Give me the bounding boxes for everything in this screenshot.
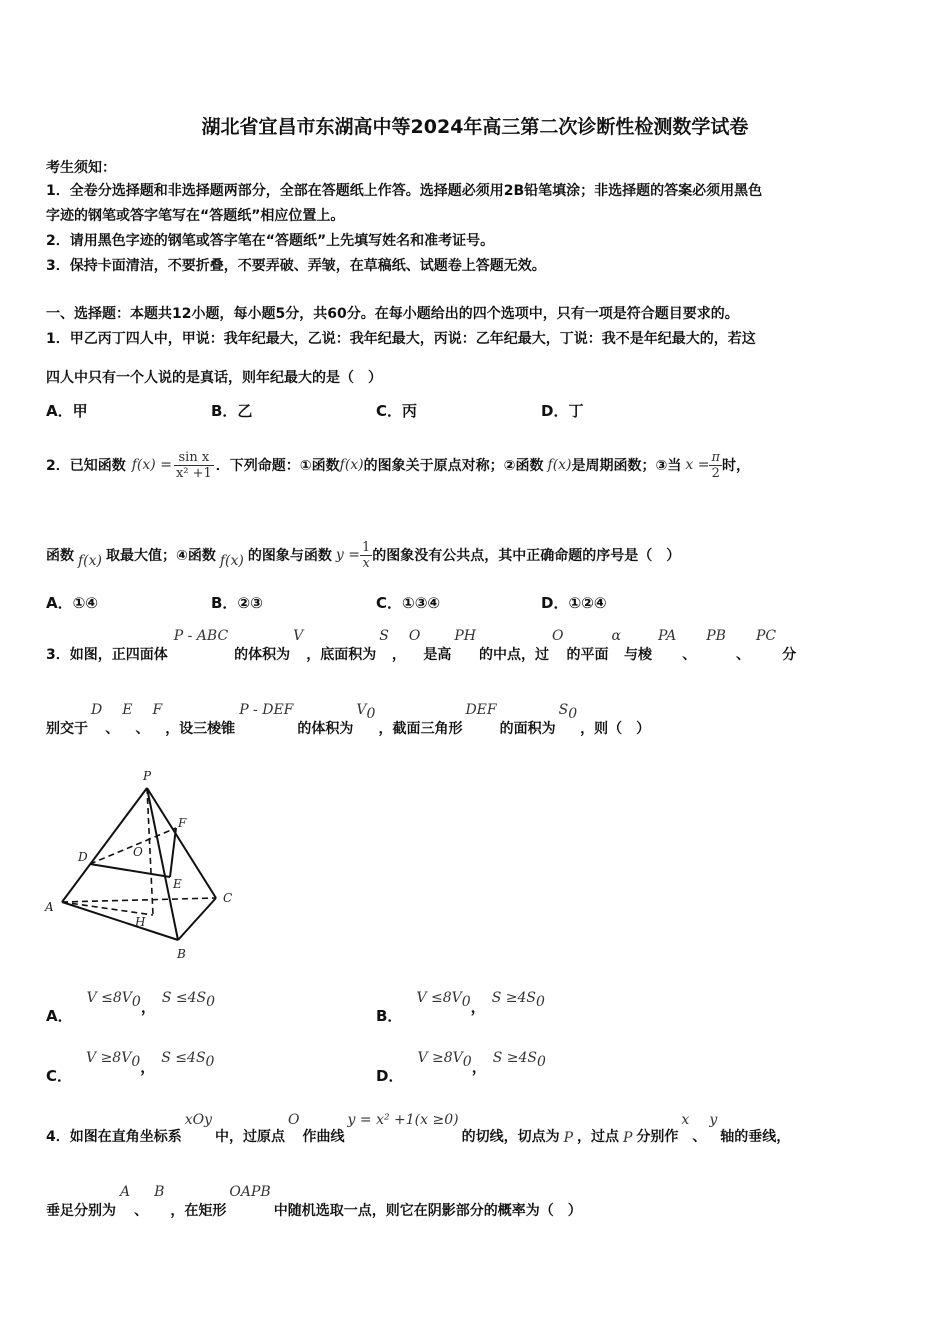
q3-text: 分 xyxy=(782,647,797,663)
q3-option-a-m1: $V \le 8V_0$ xyxy=(86,990,141,1010)
q2-two: 2 xyxy=(711,465,720,481)
notice-line-4: 3．保持卡面清洁，不要折叠，不要弄破、弄皱，在草稿纸、试题卷上答题无效。 xyxy=(46,258,546,274)
q4-text: 、 xyxy=(134,1203,149,1219)
q3-text: 是高 xyxy=(423,647,452,663)
q2-fx: f(x) xyxy=(78,553,103,569)
q3-v: V xyxy=(293,628,304,644)
q4-text: 作曲线 xyxy=(302,1129,345,1145)
q2-fx: f(x) xyxy=(547,457,572,473)
q1-option-d: D．丁 xyxy=(541,402,584,420)
q3-comma: ， xyxy=(140,998,156,1016)
q3-pa: PA xyxy=(657,628,677,644)
q3-text: ，则（ ） xyxy=(580,721,651,737)
q3-option-d-m1: $V \ge 8V_0$ xyxy=(417,1050,472,1070)
q4-text: 分别作 xyxy=(636,1129,679,1145)
q4-p: P xyxy=(623,1130,633,1146)
q3-text: 的平面 xyxy=(566,647,609,663)
q3-option-d-m2: $S \ge 4S_0$ xyxy=(492,1050,546,1070)
q2-text: 时， xyxy=(722,458,751,474)
edge-ef xyxy=(170,828,176,877)
label-b: B xyxy=(177,947,186,961)
edge-ac-hidden xyxy=(62,898,216,902)
q3-v0: $V_0$ xyxy=(356,702,376,722)
q3-text: ，设三棱锥 xyxy=(165,721,236,737)
q4-x: x xyxy=(681,1112,690,1128)
q3-option-c-label: C． xyxy=(46,1067,73,1085)
edge-pb xyxy=(147,788,178,940)
q3-alpha: α xyxy=(611,628,621,644)
q3-f: F xyxy=(152,702,163,718)
section-heading: 一、选择题：本题共12小题，每小题5分，共60分。在每小题给出的四个选项中，只有一项是符合题目要求的。 xyxy=(46,306,739,322)
label-a: A xyxy=(45,900,54,914)
q4-y: y xyxy=(709,1112,718,1128)
q2-fx: f(x) xyxy=(339,457,364,473)
q3-option-d-label: D． xyxy=(376,1067,404,1085)
q4-curve: y = x² +1(x ≥0) xyxy=(347,1112,459,1128)
q3-comma: ， xyxy=(470,998,486,1016)
q4-text: 4．如图在直角坐标系 xyxy=(46,1129,182,1145)
q3-option-c xyxy=(46,1050,214,1086)
notice-line-1: 1．全卷分选择题和非选择题两部分，全部在答题纸上作答。选择题必须用2B铅笔填涂；非选择题的答案必须用黑色 xyxy=(46,183,763,199)
q3-text: 、 xyxy=(682,647,697,663)
line-ah xyxy=(62,902,153,915)
q4-stem-line-2 xyxy=(46,1184,582,1220)
q1-stem-line-2: 四人中只有一个人说的是真话，则年纪最大的是（ ） xyxy=(46,370,382,386)
q2-text: 是周期函数；③当 xyxy=(571,458,682,474)
q2-text: 取最大值；④函数 xyxy=(106,548,216,564)
q3-option-a-m2: $S \le 4S_0$ xyxy=(161,990,216,1010)
q3-text: ， xyxy=(391,647,406,663)
q3-option-b-m1: $V \le 8V_0$ xyxy=(416,990,471,1010)
q2-pi: π xyxy=(711,449,721,465)
label-p: P xyxy=(143,769,152,783)
q3-ph: PH xyxy=(454,628,477,644)
q2-text: ．下列命题：①函数 xyxy=(215,458,340,474)
q3-text: 、 xyxy=(135,721,150,737)
q3-comma: ， xyxy=(471,1058,487,1076)
q2-text: 的图象关于原点对称；②函数 xyxy=(363,458,544,474)
q4-text: 轴的垂线， xyxy=(720,1129,791,1145)
q3-pdef: P - DEF xyxy=(239,702,294,718)
q3-text: ，截面三角形 xyxy=(378,721,463,737)
q2-text: 的图象没有公共点，其中正确命题的序号是（ ） xyxy=(372,548,681,564)
q2-pi-fraction xyxy=(709,450,722,481)
q3-text: 的中点，过 xyxy=(479,647,550,663)
q4-text: 中随机选取一点，则它在阴影部分的概率为（ ） xyxy=(273,1203,582,1219)
notice-line-2: 字迹的钢笔或答字笔写在“答题纸”相应位置上。 xyxy=(46,208,345,224)
q4-text: 、 xyxy=(692,1129,707,1145)
q3-s0: $S_0$ xyxy=(558,702,578,722)
edge-ab xyxy=(62,902,178,940)
q2-one: 1 xyxy=(361,539,371,555)
q4-p: P xyxy=(563,1130,573,1146)
q2-fx: f(x) xyxy=(219,553,244,569)
q4-text: ，在矩形 xyxy=(170,1203,227,1219)
q2-y-eq: y = xyxy=(335,547,360,563)
q3-stem-line-2 xyxy=(46,702,650,738)
edge-bc xyxy=(178,898,216,940)
q3-option-a-label: A． xyxy=(46,1007,73,1025)
q2-one-over-x xyxy=(360,540,372,571)
q3-comma: ， xyxy=(140,1058,156,1076)
q4-a: A xyxy=(120,1184,131,1200)
label-c: C xyxy=(223,891,233,905)
q3-text: 的体积为 xyxy=(297,721,354,737)
q3-def: DEF xyxy=(465,702,497,718)
q2-option-d: D．①②④ xyxy=(541,594,607,612)
q2-option-b: B．②③ xyxy=(211,594,263,612)
q3-e: E xyxy=(122,702,133,718)
q3-option-a xyxy=(46,990,215,1026)
q2-f-numerator: sin x xyxy=(174,450,214,466)
label-e: E xyxy=(173,877,182,891)
q3-text: 、 xyxy=(105,721,120,737)
q3-o: O xyxy=(408,628,421,644)
q1-option-a: A．甲 xyxy=(46,402,88,420)
q3-option-c-m1: $V \ge 8V_0$ xyxy=(86,1050,141,1070)
q3-o: O xyxy=(552,628,564,644)
q4-text: 中，过原点 xyxy=(215,1129,286,1145)
q3-pb: PB xyxy=(706,628,726,644)
label-o: O xyxy=(133,845,143,859)
q1-stem-line-1: 1．甲乙丙丁四人中，甲说：我年纪最大，乙说：我年纪最大，丙说：乙年纪最大，丁说：我不是年纪最大的，若这 xyxy=(46,331,756,347)
label-h: H xyxy=(135,915,146,929)
q4-text: 垂足分别为 xyxy=(46,1203,116,1219)
q3-s: S xyxy=(379,628,389,644)
q3-option-b xyxy=(376,990,545,1026)
q4-stem-line-1 xyxy=(46,1112,916,1146)
q4-text: 的切线，切点为 xyxy=(461,1129,560,1145)
q2-stem-line-2 xyxy=(46,533,680,577)
q3-text: 与棱 xyxy=(623,647,652,663)
edge-de xyxy=(90,864,170,877)
notice-line-3: 2．请用黑色字迹的钢笔或答字笔在“答题纸”上先填写姓名和准考证号。 xyxy=(46,233,495,249)
q3-option-b-label: B． xyxy=(376,1007,403,1025)
q2-f-denominator: x² +1 xyxy=(175,465,212,481)
q2-option-a: A．①④ xyxy=(46,594,99,612)
q1-option-c: C．丙 xyxy=(376,402,418,420)
q3-text: 别交于 xyxy=(46,721,88,737)
q3-option-c-m2: $S \le 4S_0$ xyxy=(161,1050,215,1070)
q2-text: 的图象与函数 xyxy=(247,548,332,564)
q3-text: ，底面积为 xyxy=(306,647,377,663)
q3-pc: PC xyxy=(755,628,777,644)
q4-b: B xyxy=(154,1184,165,1200)
tetrahedron-figure xyxy=(40,765,250,965)
q2-text: 2．已知函数 xyxy=(46,458,126,474)
q3-text: 的体积为 xyxy=(234,647,291,663)
q2-x: x xyxy=(362,555,370,571)
q3-pabc: P - ABC xyxy=(173,628,229,644)
notice-heading: 考生须知： xyxy=(46,160,116,176)
label-f: F xyxy=(178,816,187,830)
q3-text: 、 xyxy=(735,647,750,663)
q3-option-b-m2: $S \ge 4S_0$ xyxy=(491,990,545,1010)
q2-f-lhs: f(x) = xyxy=(131,457,172,473)
q3-option-d xyxy=(376,1050,546,1086)
q3-d: D xyxy=(91,702,103,718)
q1-option-b: B．乙 xyxy=(211,402,253,420)
q2-x-eq: x = xyxy=(685,457,710,473)
q2-text: 函数 xyxy=(46,548,74,564)
q4-text: ，过点 xyxy=(577,1129,619,1145)
q3-text: 的面积为 xyxy=(499,721,556,737)
q4-oapb: OAPB xyxy=(229,1184,271,1200)
page-title: 湖北省宜昌市东湖高中等2024年高三第二次诊断性检测数学试卷 xyxy=(201,116,749,138)
q2-option-c: C．①③④ xyxy=(376,594,441,612)
q2-stem-line-1 xyxy=(46,433,750,497)
q2-f-fraction xyxy=(174,450,214,481)
q3-stem-line-1 xyxy=(46,628,906,664)
q4-xoy: xOy xyxy=(184,1112,213,1128)
label-d: D xyxy=(78,850,88,864)
q4-o: O xyxy=(288,1112,300,1128)
q3-text: 3．如图，正四面体 xyxy=(46,647,168,663)
